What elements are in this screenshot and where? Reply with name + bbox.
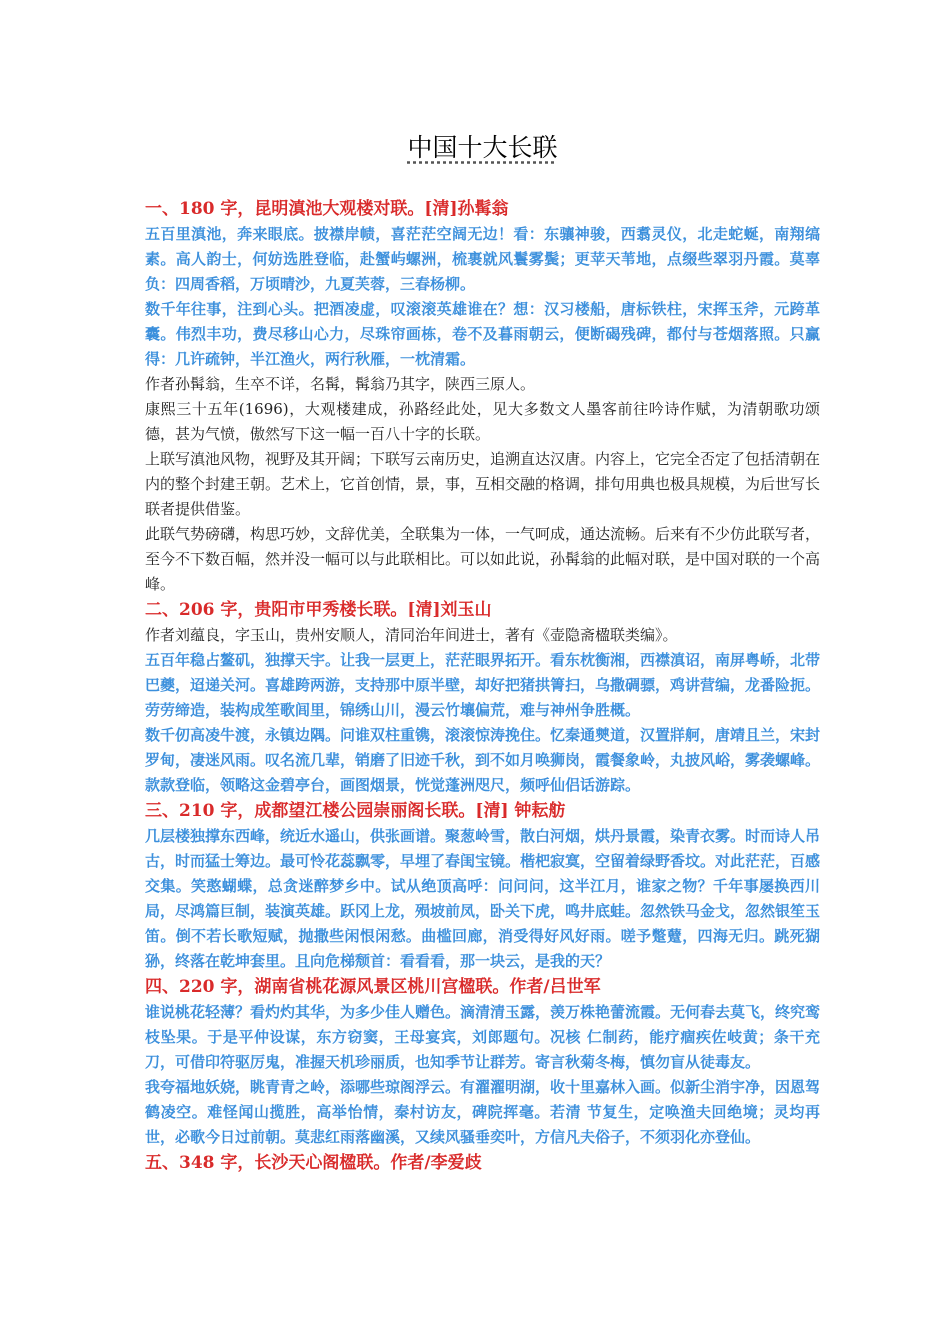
paragraph: 康熙三十五年(1696)，大观楼建成，孙路经此处，见大多数文人墨客前往吟诗作赋，为清朝歌功颂德，甚为气愤，傲然写下这一幅一百八十字的长联。: [145, 400, 820, 443]
section-heading: 二、206 字，贵阳市甲秀楼长联。[清]刘玉山: [145, 600, 492, 620]
couplet-text: 几层楼独撑东西峰，统近水遥山，供张画谱。聚葱岭雪，散白河烟，烘丹景霞，染青衣雾。时而诗人吊古，时而猛士筹边。最可怜花蕊飘零，早埋了春闺宝镜。楷杷寂寞，空留着绿野香坟。对此茫茫，百感交集。笑憨蝴蝶，总贪迷醉梦乡中。试从绝顶高呼：问问问，这半江月，谁家之物？千年事屡换西川局，尽鸿篇巨制，装演英雄。跃冈上龙，殒坡前凤，卧关下虎，鸣井底蛙。忽然铁马金戈，忽然银笙玉笛。倒不若长歌短赋，抛撒些闲恨闲愁。曲槛回廊，消受得好风好雨。嗟予蹩躠，四海无归。跳死猢狲，终落在乾坤套里。且向危梯颓首：看看看，那一块云，是我的天？: [145, 827, 821, 970]
section-heading: 一、180 字，昆明滇池大观楼对联。[清]孙髯翁: [145, 199, 509, 219]
section-heading: 五、348 字，长沙天心阁楹联。作者/李爱歧: [145, 1153, 482, 1173]
paragraph: 上联写滇池风物，视野及其开阔；下联写云南历史，追溯直达汉唐。内容上，它完全否定了包括清朝在内的整个封建王朝。艺术上，它首创情，景，事，互相交融的格调，排句用典也极具规模，为后世写长联者提供借鉴。: [145, 450, 821, 518]
paragraph: 此联气势磅礴，构思巧妙，文辞优美，全联集为一体，一气呵成，通达流畅。后来有不少仿此联写者，至今不下数百幅，然并没一幅可以与此联相比。可以如此说，孙髯翁的此幅对联，是中国对联的一个高峰。: [145, 525, 821, 593]
couplet-lower: 数千仞高凌牛渡，永镇边隅。问谁双柱重镌，滚滚惊涛挽住。忆秦通僰道，汉置牂舸，唐靖且兰，宋封罗甸，凄迷风雨。叹名流几辈，销磨了旧迹千秋，到不如月唤狮岗，霞餐象岭，丸披风峪，雾袭螺峰。款款登临，领略这金碧亭台，画图烟景，恍觉蓬洲咫尺，频呼仙侣话游踪。: [145, 726, 821, 794]
couplet-upper: 谁说桃花轻薄？看灼灼其华，为多少佳人赠色。滴清清玉露，羡万株艳蕾流霞。无何春去莫飞，终究鸾枝坠果。于是平仲设谋，东方窃窦，王母宴宾，刘郎题句。况核 仁制药，能疗痼疾佐岐黄；条干充刀，可借印符驱厉鬼，准握天机珍丽质，也知季节让群芳。寄言秋菊冬梅，慎勿盲从徒毒友。: [145, 1003, 821, 1071]
section-heading: 三、210 字，成都望江楼公园崇丽阁长联。[清] 钟耘舫: [145, 801, 566, 821]
couplet-upper: 五百年稳占鳌矶，独撑天宇。让我一层更上，茫茫眼界拓开。看东枕衡湘，西襟滇诏，南屏粤峤，北带巴夔，迢递关河。喜雄跨两游，支持那中原半壁，却好把猪拱箐扫，乌撒碉骠，鸡讲营编，龙番险扼。劳劳缔造，装构成笙歌闾里，锦绣山川，漫云竹壤偏荒，难与神州争胜概。: [145, 651, 821, 719]
couplet-lower: 数千年往事，注到心头。把酒凌虚，叹滚滚英雄谁在？想：汉习楼船，唐标铁柱，宋挥玉斧，元跨革囊。伟烈丰功，费尽移山心力，尽珠帘画栋，卷不及暮雨朝云，便断碣残碑，都付与苍烟落照。只赢得：几许疏钟，半江渔火，两行秋雁，一枕清霜。: [145, 300, 820, 368]
page-title: 中国十大长联: [407, 133, 558, 162]
couplet-upper: 五百里滇池，奔来眼底。披襟岸帻，喜茫茫空阔无边！看：东骧神骏，西翥灵仪，北走蛇蜒，南翔缟素。高人韵士，何妨选胜登临，赴蟹屿螺洲，梳裹就风鬟雾鬓；更苹天苇地，点缀些翠羽丹霞。莫辜负：四周香稻，万顷晴沙，九夏芙蓉，三春杨柳。: [145, 225, 820, 293]
paragraph: 作者刘蕴良，字玉山，贵州安顺人，清同治年间进士，著有《壶隐斋楹联类编》。: [145, 626, 678, 644]
paragraph: 作者孙髯翁，生卒不详，名髯，髯翁乃其字，陕西三原人。: [145, 375, 536, 393]
couplet-lower: 我夸福地妖娆，眺青青之岭，添哪些琼阁浮云。有濯濯明湖，收十里嘉林入画。似新尘消宇净，因恩驾鹤凌空。难怪闻山揽胜，高举怡情，秦村访友，碑院挥毫。若清 节复生，定唤渔夫回绝境；灵均再世，必歌今日过前朝。莫悲红雨落幽溪，又续风骚垂奕叶，方信凡夫俗子，不须羽化亦登仙。: [145, 1078, 821, 1146]
section-heading: 四、220 字，湖南省桃花源风景区桃川宫楹联。作者/吕世军: [145, 977, 601, 997]
document-body: [145, 196, 820, 1176]
